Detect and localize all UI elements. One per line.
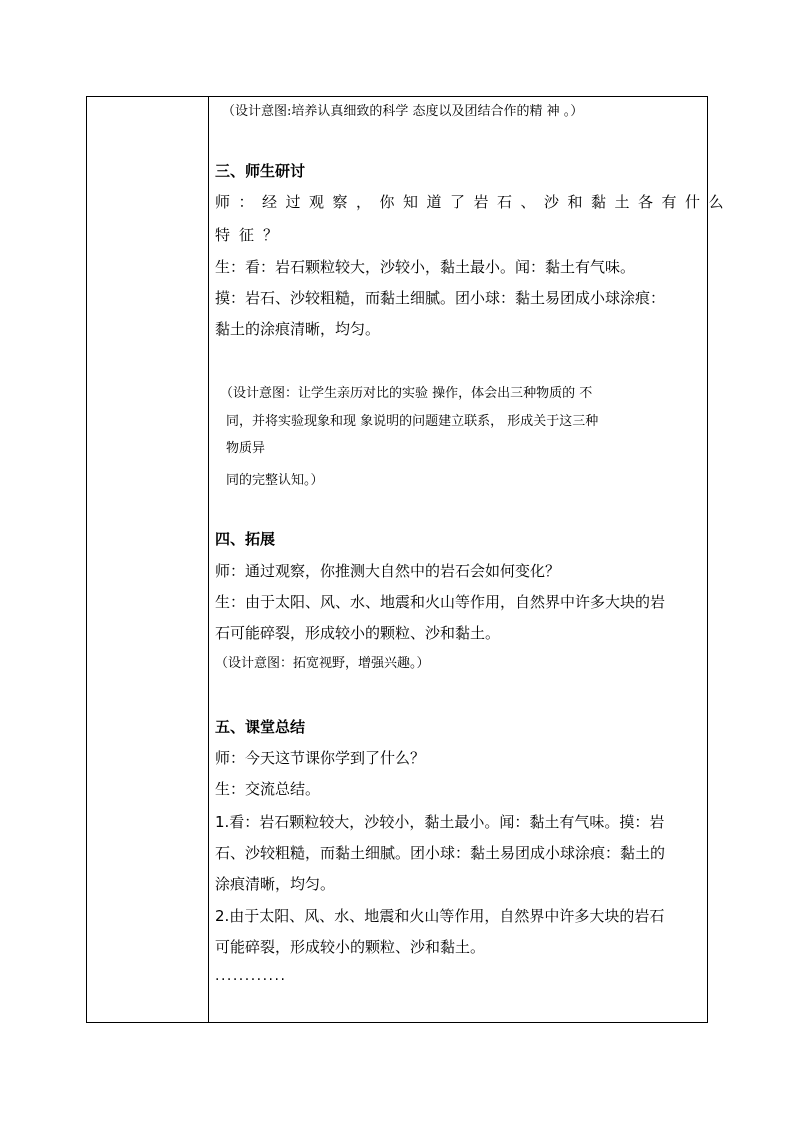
section-4-heading: 四、拓展 bbox=[215, 530, 276, 548]
design-note-cultivate: （设计意图:培养认真细致的科学 态度以及团结合作的精 神 。） bbox=[222, 104, 584, 119]
section-4-line-3: 石可能碎裂，形成较小的颗粒、沙和黏土。 bbox=[215, 624, 501, 642]
design-note-2-line-3: 物质异 bbox=[226, 441, 266, 456]
design-note-2-line-4: 同的完整认知。） bbox=[226, 473, 324, 488]
ellipsis: ............ bbox=[215, 968, 287, 984]
section-5-line-1: 师：今天这节课你学到了什么？ bbox=[215, 749, 426, 767]
section-3-line-5: 黏土的涂痕清晰，均匀。 bbox=[215, 320, 381, 338]
section-3-line-2: 特征？ bbox=[215, 226, 288, 244]
section-5-heading: 五、课堂总结 bbox=[215, 718, 306, 736]
section-4-line-2: 生：由于太阳、风、水、地震和火山等作用，自然界中许多大块的岩 bbox=[215, 593, 666, 611]
section-3-line-3: 生：看：岩石颗粒较大，沙较小，黏土最小。闻：黏土有气味。 bbox=[215, 258, 636, 276]
section-3-line-4: 摸：岩石、沙较粗糙，而黏土细腻。团小球：黏土易团成小球涂痕： bbox=[215, 289, 666, 307]
section-5-line-4: 石、沙较粗糙，而黏土细腻。团小球：黏土易团成小球涂痕：黏土的 bbox=[215, 844, 666, 862]
section-4-line-1: 师：通过观察，你推测大自然中的岩石会如何变化？ bbox=[215, 562, 561, 580]
design-note-2-line-2: 同，并将实验现象和现 象说明的问题建立联系， 形成关于这三种 bbox=[226, 414, 599, 429]
design-note-2-line-1: （设计意图：让学生亲历对比的实验 操作，体会出三种物质的 不 bbox=[220, 386, 593, 401]
section-5-line-7: 可能碎裂，形成较小的颗粒、沙和黏土。 bbox=[215, 938, 486, 956]
section-5-line-5: 涂痕清晰，均匀。 bbox=[215, 875, 336, 893]
section-5-line-2: 生：交流总结。 bbox=[215, 780, 321, 798]
section-5-line-3: 1.看：岩石颗粒较大，沙较小，黏土最小。闻：黏土有气味。摸：岩 bbox=[215, 813, 665, 831]
left-column-cell bbox=[87, 97, 209, 1022]
section-3-line-1: 师：经过观察，你知道了岩石、沙和黏土各有什么 bbox=[215, 193, 733, 211]
section-3-heading: 三、师生研讨 bbox=[215, 162, 306, 180]
lesson-table bbox=[86, 96, 708, 1023]
section-4-design-note: （设计意图：拓宽视野，增强兴趣。） bbox=[215, 656, 430, 671]
section-5-line-6: 2.由于太阳、风、水、地震和火山等作用，自然界中许多大块的岩石 bbox=[215, 907, 665, 925]
